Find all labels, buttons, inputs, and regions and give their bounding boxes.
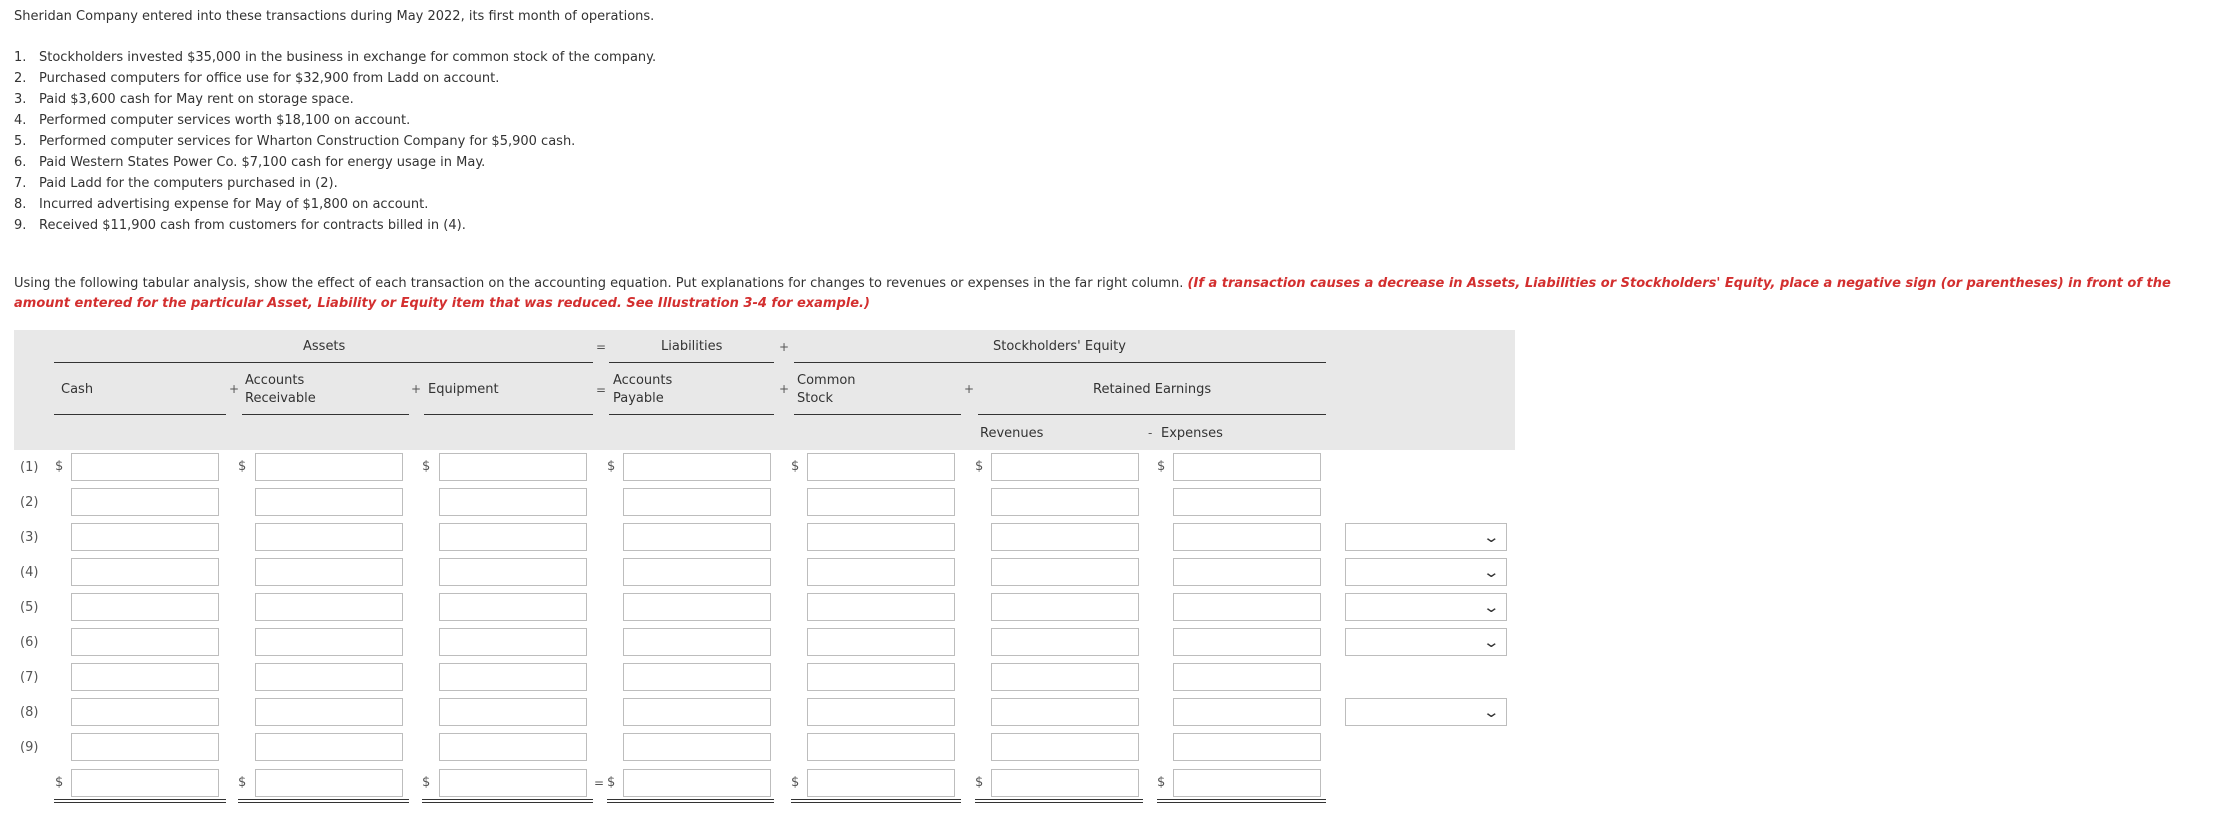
expenses-total-input[interactable]: [1173, 769, 1321, 797]
accounts-payable-input-4[interactable]: [623, 558, 771, 586]
currency-sign: $: [55, 459, 64, 474]
cash-input-1[interactable]: [71, 453, 219, 481]
equals-sign: =: [596, 340, 607, 354]
cash-heading: Cash: [61, 382, 94, 397]
revenues-input-5[interactable]: [991, 593, 1139, 621]
currency-sign: $: [238, 775, 247, 790]
common-stock-total-double-underline: [791, 799, 961, 803]
equipment-input-9[interactable]: [439, 733, 587, 761]
chevron-down-icon: ⌄: [1482, 703, 1501, 721]
equipment-total-double-underline: [422, 799, 593, 803]
revenues-input-7[interactable]: [991, 663, 1139, 691]
chevron-down-icon: ⌄: [1482, 563, 1501, 581]
cash-input-2[interactable]: [71, 488, 219, 516]
transaction-list: [14, 47, 656, 236]
liabilities-underline: [609, 362, 774, 363]
expenses-input-7[interactable]: [1173, 663, 1321, 691]
ap-underline: [609, 414, 774, 415]
row-label-8: (8): [20, 705, 39, 720]
cash-input-4[interactable]: [71, 558, 219, 586]
accounts-receivable-input-2[interactable]: [255, 488, 403, 516]
currency-sign: $: [791, 775, 800, 790]
table-header-background: [14, 330, 1515, 450]
accounts-payable-heading-1: Accounts: [613, 373, 673, 388]
revenues-input-3[interactable]: [991, 523, 1139, 551]
revenues-total-double-underline: [975, 799, 1143, 803]
equipment-input-4[interactable]: [439, 558, 587, 586]
common-stock-input-5[interactable]: [807, 593, 955, 621]
chevron-down-icon: ⌄: [1482, 633, 1501, 651]
expenses-heading: Expenses: [1161, 426, 1223, 441]
ap-total-double-underline: [607, 799, 774, 803]
accounts-receivable-input-4[interactable]: [255, 558, 403, 586]
row-label-1: (1): [20, 460, 39, 475]
currency-sign: $: [607, 775, 616, 790]
revenues-input-1[interactable]: [991, 453, 1139, 481]
common-stock-input-1[interactable]: [807, 453, 955, 481]
expenses-total-double-underline: [1157, 799, 1326, 803]
list-item: 6. Paid Western States Power Co. $7,100 cash for energy usage in May.: [14, 155, 486, 170]
cash-input-3[interactable]: [71, 523, 219, 551]
expenses-input-9[interactable]: [1173, 733, 1321, 761]
currency-sign: $: [55, 775, 64, 790]
cash-input-7[interactable]: [71, 663, 219, 691]
equipment-input-3[interactable]: [439, 523, 587, 551]
list-item: 4. Performed computer services worth $18,100 on account.: [14, 113, 411, 128]
accounts-payable-input-8[interactable]: [623, 698, 771, 726]
common-stock-input-6[interactable]: [807, 628, 955, 656]
accounts-receivable-input-5[interactable]: [255, 593, 403, 621]
accounts-receivable-total-input[interactable]: [255, 769, 403, 797]
common-stock-underline: [794, 414, 961, 415]
revenues-total-input[interactable]: [991, 769, 1139, 797]
ar-underline: [242, 414, 409, 415]
assets-heading: Assets: [303, 339, 346, 354]
list-item: 8. Incurred advertising expense for May of $1,800 on account.: [14, 197, 429, 212]
common-stock-total-input[interactable]: [807, 769, 955, 797]
accounts-payable-heading-2: Payable: [613, 391, 664, 406]
list-item: 7. Paid Ladd for the computers purchased in (2).: [14, 176, 338, 191]
explanation-select-4[interactable]: [1345, 558, 1507, 586]
expenses-input-6[interactable]: [1173, 628, 1321, 656]
plus-sign: +: [779, 340, 790, 354]
ar-total-double-underline: [238, 799, 409, 803]
expenses-input-5[interactable]: [1173, 593, 1321, 621]
revenues-input-2[interactable]: [991, 488, 1139, 516]
common-stock-input-7[interactable]: [807, 663, 955, 691]
cash-underline: [54, 414, 226, 415]
chevron-down-icon: ⌄: [1482, 528, 1501, 546]
row-label-3: (3): [20, 530, 39, 545]
stockholders-equity-heading: Stockholders' Equity: [993, 339, 1126, 354]
row-label-5: (5): [20, 600, 39, 615]
accounts-payable-input-9[interactable]: [623, 733, 771, 761]
plus-sign: +: [779, 382, 790, 396]
accounts-payable-input-1[interactable]: [623, 453, 771, 481]
liabilities-heading: Liabilities: [661, 339, 723, 354]
equipment-input-5[interactable]: [439, 593, 587, 621]
cash-input-8[interactable]: [71, 698, 219, 726]
instructions-text: Using the following tabular analysis, show the effect of each transaction on the accounting equation. Put explanations for changes to revenues or expenses in the far right column.: [14, 276, 1188, 291]
common-stock-input-3[interactable]: [807, 523, 955, 551]
expenses-input-1[interactable]: [1173, 453, 1321, 481]
common-stock-input-8[interactable]: [807, 698, 955, 726]
explanation-select-8[interactable]: [1345, 698, 1507, 726]
accounts-payable-total-input[interactable]: [623, 769, 771, 797]
retained-earnings-underline: [978, 414, 1326, 415]
currency-sign: $: [422, 459, 431, 474]
currency-sign: $: [1157, 775, 1166, 790]
accounts-payable-input-3[interactable]: [623, 523, 771, 551]
revenues-heading: Revenues: [980, 426, 1044, 441]
currency-sign: $: [791, 459, 800, 474]
cash-input-6[interactable]: [71, 628, 219, 656]
accounts-payable-input-5[interactable]: [623, 593, 771, 621]
equipment-heading: Equipment: [428, 382, 499, 397]
instructions: [14, 274, 2219, 314]
explanation-select-3[interactable]: [1345, 523, 1507, 551]
accounts-receivable-input-7[interactable]: [255, 663, 403, 691]
list-item: 1. Stockholders invested $35,000 in the business in exchange for common stock of the company.: [14, 50, 657, 65]
list-item: 5. Performed computer services for Wharton Construction Company for $5,900 cash.: [14, 134, 576, 149]
expenses-input-8[interactable]: [1173, 698, 1321, 726]
cash-input-9[interactable]: [71, 733, 219, 761]
expenses-input-2[interactable]: [1173, 488, 1321, 516]
accounts-receivable-input-8[interactable]: [255, 698, 403, 726]
list-item: 3. Paid $3,600 cash for May rent on storage space.: [14, 92, 354, 107]
cash-total-double-underline: [54, 799, 226, 803]
cash-input-5[interactable]: [71, 593, 219, 621]
expenses-input-3[interactable]: [1173, 523, 1321, 551]
plus-sign: +: [964, 382, 975, 396]
equipment-input-1[interactable]: [439, 453, 587, 481]
row-label-9: (9): [20, 740, 39, 755]
accounts-receivable-input-6[interactable]: [255, 628, 403, 656]
instructions-warning: (If a transaction causes a decrease in Assets, Liabilities or Stockholders' Equity, place a negative sign (or parentheses) in front of the amount entered for the particular Asset, Liability or Equity item that was reduced. See Illustration 3-4 for example.): [14, 276, 2171, 311]
revenues-input-9[interactable]: [991, 733, 1139, 761]
row-label-2: (2): [20, 495, 39, 510]
revenues-input-8[interactable]: [991, 698, 1139, 726]
retained-earnings-heading: Retained Earnings: [1093, 382, 1212, 397]
accounts-payable-input-2[interactable]: [623, 488, 771, 516]
equipment-input-2[interactable]: [439, 488, 587, 516]
equals-sign: =: [596, 383, 607, 397]
row-label-4: (4): [20, 565, 39, 580]
equipment-input-7[interactable]: [439, 663, 587, 691]
accounts-receivable-heading-2: Receivable: [245, 391, 316, 406]
assets-underline: [54, 362, 593, 363]
accounts-payable-input-6[interactable]: [623, 628, 771, 656]
cash-total-input[interactable]: [71, 769, 219, 797]
chevron-down-icon: ⌄: [1482, 598, 1501, 616]
common-stock-heading-2: Stock: [797, 391, 833, 406]
accounts-receivable-input-3[interactable]: [255, 523, 403, 551]
equals-sign: =: [594, 776, 605, 790]
currency-sign: $: [422, 775, 431, 790]
revenues-input-6[interactable]: [991, 628, 1139, 656]
row-label-6: (6): [20, 635, 39, 650]
intro-text: Sheridan Company entered into these transactions during May 2022, its first month of operations.: [14, 9, 655, 24]
currency-sign: $: [238, 459, 247, 474]
accounts-receivable-heading-1: Accounts: [245, 373, 305, 388]
common-stock-input-2[interactable]: [807, 488, 955, 516]
equipment-input-8[interactable]: [439, 698, 587, 726]
explanation-select-5[interactable]: [1345, 593, 1507, 621]
equipment-input-6[interactable]: [439, 628, 587, 656]
currency-sign: $: [975, 459, 984, 474]
equipment-total-input[interactable]: [439, 769, 587, 797]
plus-sign: +: [229, 382, 240, 396]
row-label-7: (7): [20, 670, 39, 685]
list-item: 2. Purchased computers for office use for $32,900 from Ladd on account.: [14, 71, 500, 86]
currency-sign: $: [607, 459, 616, 474]
accounts-receivable-input-9[interactable]: [255, 733, 403, 761]
expenses-input-4[interactable]: [1173, 558, 1321, 586]
currency-sign: $: [975, 775, 984, 790]
explanation-select-6[interactable]: [1345, 628, 1507, 656]
plus-sign: +: [411, 382, 422, 396]
common-stock-input-4[interactable]: [807, 558, 955, 586]
equity-underline: [794, 362, 1326, 363]
currency-sign: $: [1157, 459, 1166, 474]
accounts-payable-input-7[interactable]: [623, 663, 771, 691]
equipment-underline: [424, 414, 593, 415]
common-stock-input-9[interactable]: [807, 733, 955, 761]
list-item: 9. Received $11,900 cash from customers for contracts billed in (4).: [14, 218, 466, 233]
minus-sign: -: [1148, 426, 1153, 440]
accounts-receivable-input-1[interactable]: [255, 453, 403, 481]
common-stock-heading-1: Common: [797, 373, 856, 388]
revenues-input-4[interactable]: [991, 558, 1139, 586]
